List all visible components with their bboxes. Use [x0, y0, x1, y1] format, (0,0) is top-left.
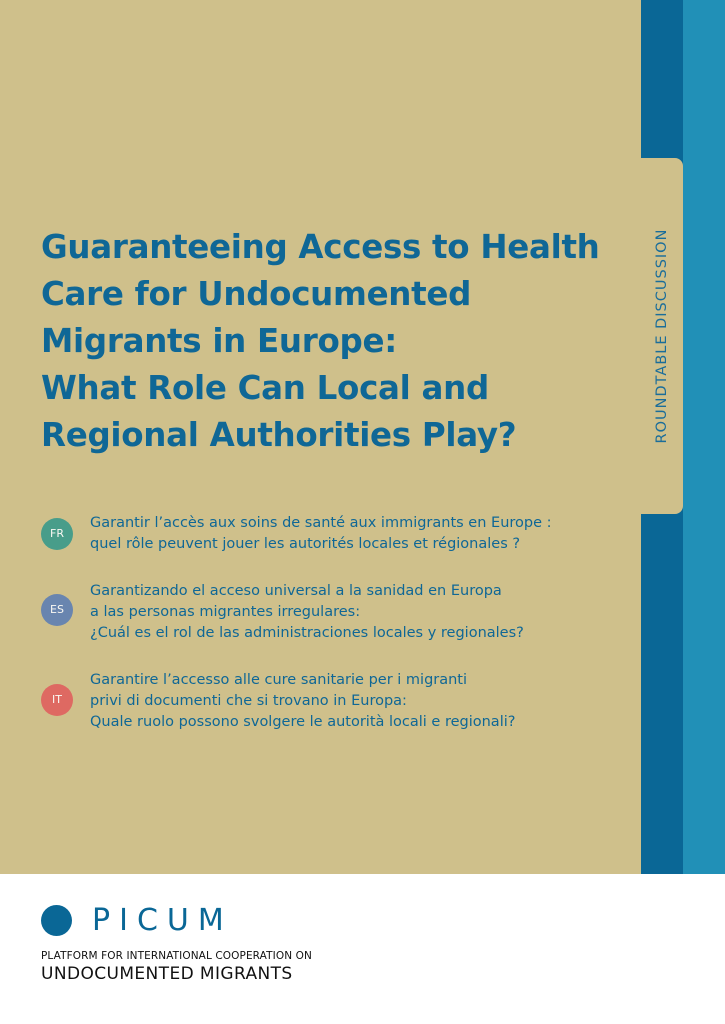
org-name-line-1: PLATFORM FOR INTERNATIONAL COOPERATION ON [41, 950, 312, 962]
language-badge-es: ES [41, 594, 73, 626]
footer [0, 874, 725, 1024]
translation-text [90, 513, 552, 555]
translation-line: quel rôle peuvent jouer les autorités locales et régionales ? [90, 536, 521, 552]
title-line: Care for Undocumented [41, 275, 472, 313]
title-line: Migrants in Europe: [41, 322, 397, 360]
translation-text [90, 670, 515, 733]
translation-line: ¿Cuál es el rol de las administraciones locales y regionales? [90, 625, 524, 641]
picum-logo-text: PICUM [92, 903, 233, 938]
title-line: Guaranteeing Access to Health [41, 228, 600, 266]
side-stripe-light [683, 0, 725, 874]
translation-line: a las personas migrantes irregulares: [90, 604, 361, 620]
document-title [41, 224, 621, 459]
language-badge-fr: FR [41, 518, 73, 550]
tab-label: ROUNDTABLE DISCUSSION [654, 228, 670, 444]
title-line: Regional Authorities Play? [41, 416, 517, 454]
translation-line: Quale ruolo possono svolgere le autorità locali e regionali? [90, 714, 516, 730]
translation-line: Garantizando el acceso universal a la sanidad en Europa [90, 583, 502, 599]
translation-line: Garantire l’accesso alle cure sanitarie per i migranti [90, 672, 468, 688]
translation-text [90, 581, 524, 644]
translation-line: privi di documenti che si trovano in Europa: [90, 693, 407, 709]
picum-logo-dot-icon [41, 905, 72, 936]
title-line: What Role Can Local and [41, 369, 489, 407]
org-name-line-2: UNDOCUMENTED MIGRANTS [41, 964, 293, 984]
translation-line: Garantir l’accès aux soins de santé aux immigrants en Europe : [90, 515, 552, 531]
language-badge-it: IT [41, 684, 73, 716]
